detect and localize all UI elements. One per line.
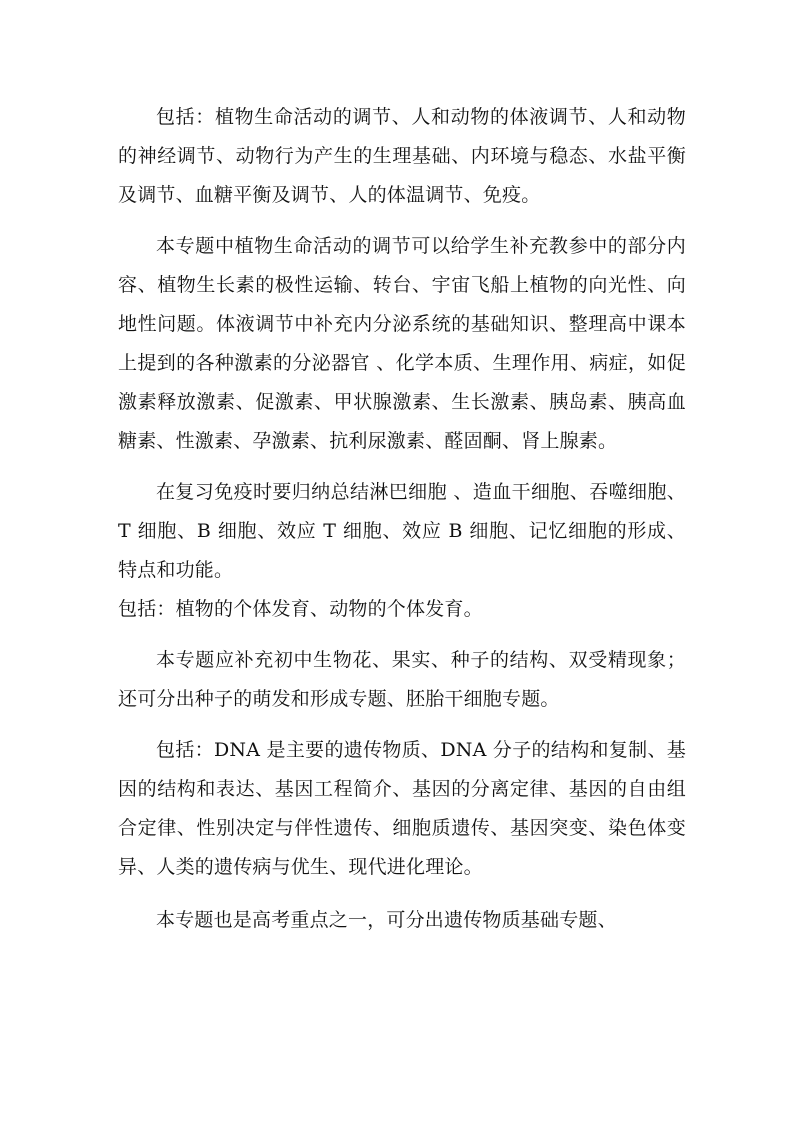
paragraph-development-notes: 本专题应补充初中生物花、果实、种子的结构、双受精现象；还可分出种子的萌发和形成专题、胚胎干细胞专题。 [118, 649, 686, 710]
paragraph-gap [118, 887, 686, 901]
document-body [118, 98, 686, 940]
paragraph-gap [118, 719, 686, 731]
paragraph-gap [118, 461, 686, 473]
paragraph-genetics-scope: 包括：DNA 是主要的遗传物质、DNA 分子的结构和复制、基因的结构和表达、基因工程简介、基因的分离定律、基因的自由组合定律、性别决定与伴性遗传、细胞质遗传、基因突变、染色体变异、人类的遗传病与优生、现代进化理论。 [118, 739, 686, 878]
paragraph-development-scope: 包括：植物的个体发育、动物的个体发育。 [118, 598, 483, 620]
paragraph-regulation-scope: 包括：植物生命活动的调节、人和动物的体液调节、人和动物的神经调节、动物行为产生的生理基础、内环境与稳态、水盐平衡及调节、血糖平衡及调节、人的体温调节、免疫。 [118, 106, 686, 206]
paragraph-immunity-review: 在复习免疫时要归纳总结淋巴细胞 、造血干细胞、吞噬细胞、T 细胞、B 细胞、效应 T 细胞、效应 B 细胞、记忆细胞的形成、特点和功能。 [118, 481, 686, 581]
paragraph-genetics-notes: 本专题也是高考重点之一，可分出遗传物质基础专题、 [156, 909, 617, 931]
paragraph-gap [118, 215, 686, 227]
paragraph-regulation-notes: 本专题中植物生命活动的调节可以给学生补充教参中的部分内容、植物生长素的极性运输、转台、宇宙飞船上植物的向光性、向地性问题。体液调节中补充内分泌系统的基础知识、整理高中课本上提到的各种激素的分泌器官 、化学本质、生理作用、病症，如促激素释放激素、促激素、甲状腺激素、生长激素、胰岛素、胰高血糖素、性激素、孕激素、抗利尿激素、醛固酮、肾上腺素。 [118, 235, 686, 452]
paragraph-gap [118, 629, 686, 641]
